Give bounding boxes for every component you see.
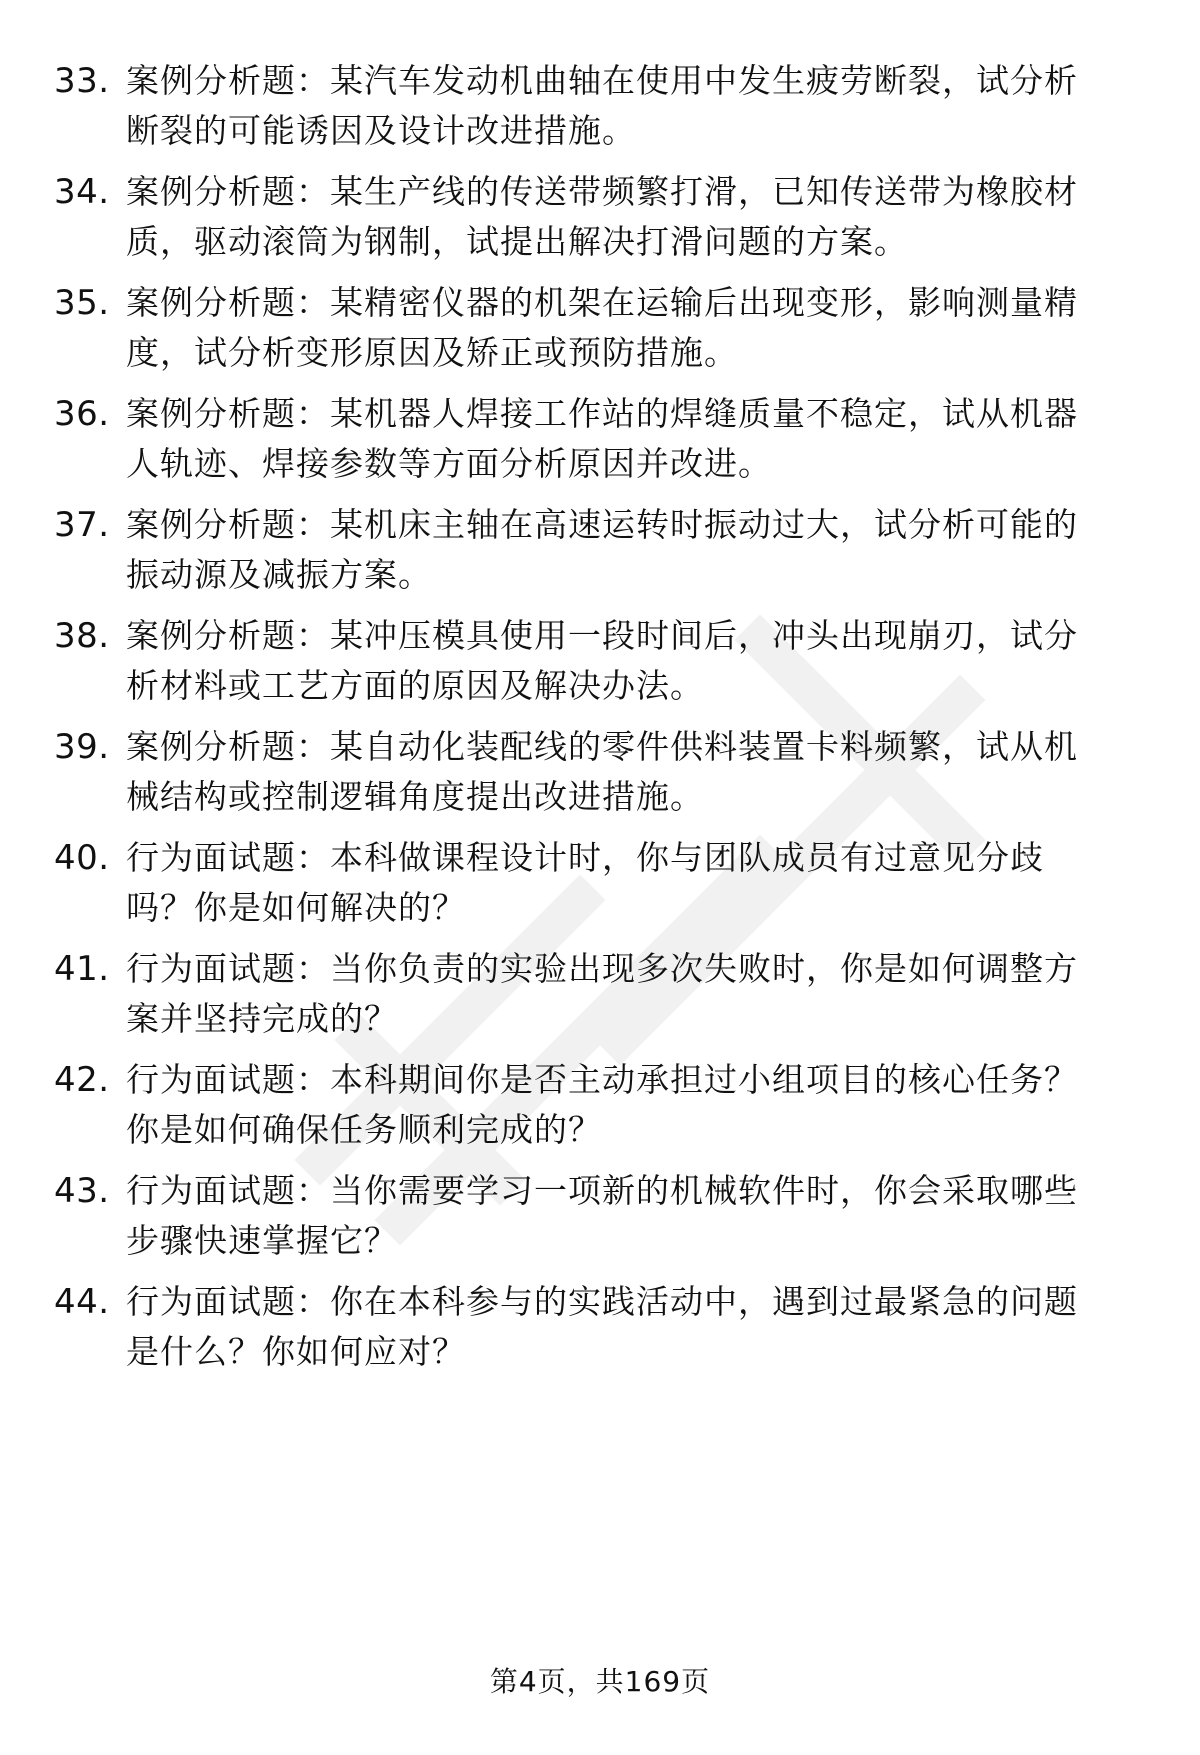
question-line: 断裂的可能诱因及设计改进措施。	[126, 111, 636, 150]
question-text	[126, 722, 1144, 822]
list-item	[54, 1277, 1144, 1388]
question-line: 案例分析题：某生产线的传送带频繁打滑，已知传送带为橡胶材	[126, 172, 1078, 211]
question-text	[126, 833, 1144, 933]
list-item	[54, 389, 1144, 500]
question-line: 案例分析题：某汽车发动机曲轴在使用中发生疲劳断裂，试分析	[126, 61, 1078, 100]
question-text	[126, 278, 1144, 378]
list-item	[54, 944, 1144, 1055]
question-line: 析材料或工艺方面的原因及解决办法。	[126, 666, 704, 705]
question-number: 37.	[54, 505, 110, 545]
question-number: 42.	[54, 1060, 110, 1100]
question-line: 行为面试题：本科做课程设计时，你与团队成员有过意见分歧	[126, 838, 1044, 877]
question-line: 你是如何确保任务顺利完成的？	[126, 1110, 602, 1149]
page-footer: 第4页，共169页	[489, 1665, 711, 1698]
list-item	[54, 278, 1144, 389]
question-line: 案例分析题：某精密仪器的机架在运输后出现变形，影响测量精	[126, 283, 1078, 322]
question-line: 是什么？你如何应对？	[126, 1332, 466, 1371]
question-line: 人轨迹、焊接参数等方面分析原因并改进。	[126, 444, 772, 483]
list-item	[54, 167, 1144, 278]
question-text	[126, 1277, 1144, 1377]
question-text	[126, 1166, 1144, 1266]
question-line: 案并坚持完成的？	[126, 999, 398, 1038]
question-number: 36.	[54, 394, 110, 434]
list-item	[54, 611, 1144, 722]
question-line: 度，试分析变形原因及矫正或预防措施。	[126, 333, 738, 372]
question-line: 质，驱动滚筒为钢制，试提出解决打滑问题的方案。	[126, 222, 908, 261]
question-line: 吗？你是如何解决的？	[126, 888, 466, 927]
question-text	[126, 500, 1144, 600]
question-list	[54, 56, 1144, 1388]
question-number: 41.	[54, 949, 110, 989]
list-item	[54, 1055, 1144, 1166]
list-item	[54, 56, 1144, 167]
question-line: 案例分析题：某机器人焊接工作站的焊缝质量不稳定，试从机器	[126, 394, 1078, 433]
question-line: 械结构或控制逻辑角度提出改进措施。	[126, 777, 704, 816]
list-item	[54, 500, 1144, 611]
question-line: 案例分析题：某自动化装配线的零件供料装置卡料频繁，试从机	[126, 727, 1078, 766]
question-text	[126, 56, 1144, 156]
question-line: 行为面试题：当你负责的实验出现多次失败时，你是如何调整方	[126, 949, 1078, 988]
question-line: 步骤快速掌握它？	[126, 1221, 398, 1260]
list-item	[54, 1166, 1144, 1277]
list-item	[54, 722, 1144, 833]
question-number: 40.	[54, 838, 110, 878]
question-number: 34.	[54, 172, 110, 212]
question-text	[126, 167, 1144, 267]
question-number: 39.	[54, 727, 110, 767]
list-item	[54, 833, 1144, 944]
question-line: 振动源及减振方案。	[126, 555, 432, 594]
question-text	[126, 389, 1144, 489]
question-line: 行为面试题：本科期间你是否主动承担过小组项目的核心任务？	[126, 1060, 1078, 1099]
question-number: 33.	[54, 61, 110, 101]
question-text	[126, 611, 1144, 711]
question-line: 行为面试题：你在本科参与的实践活动中，遇到过最紧急的问题	[126, 1282, 1078, 1321]
question-number: 35.	[54, 283, 110, 323]
question-number: 38.	[54, 616, 110, 656]
question-text	[126, 1055, 1144, 1155]
question-line: 案例分析题：某机床主轴在高速运转时振动过大，试分析可能的	[126, 505, 1078, 544]
question-text	[126, 944, 1144, 1044]
question-number: 44.	[54, 1282, 110, 1322]
question-line: 案例分析题：某冲压模具使用一段时间后，冲头出现崩刃，试分	[126, 616, 1078, 655]
question-number: 43.	[54, 1171, 110, 1211]
question-line: 行为面试题：当你需要学习一项新的机械软件时，你会采取哪些	[126, 1171, 1078, 1210]
